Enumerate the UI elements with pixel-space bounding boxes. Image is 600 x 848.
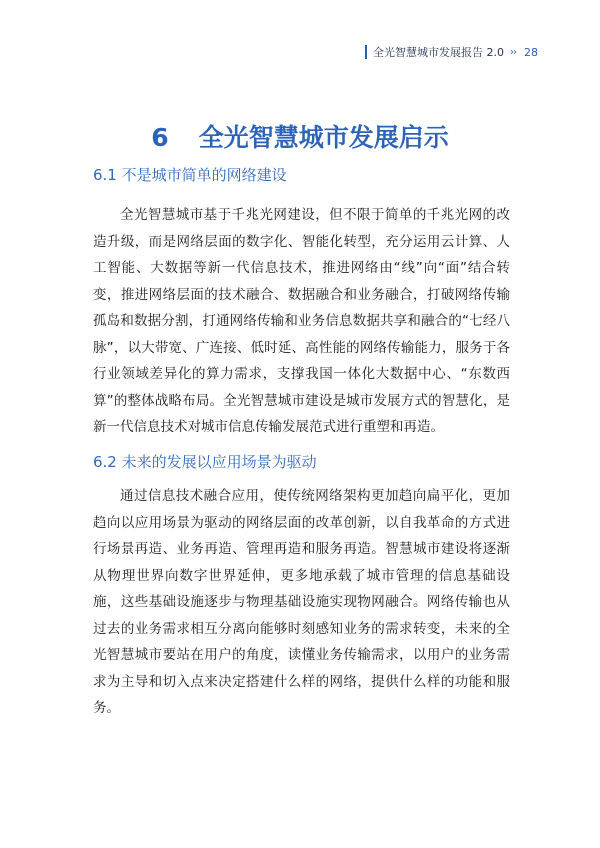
section-heading-6-1: 6.1 不是城市简单的网络建设 <box>93 166 287 184</box>
running-header <box>365 44 538 60</box>
header-report-title: 全光智慧城市发展报告 2.0 <box>373 46 504 59</box>
chevron-right-icon: ›› <box>510 46 516 58</box>
header-divider-bar <box>365 45 367 59</box>
section-heading-6-2: 6.2 未来的发展以应用场景为驱动 <box>93 453 317 471</box>
section-body-6-1: 全光智慧城市基于千兆光网建设，但不限于简单的千兆光网的改造升级，而是网络层面的数字化、智能化转型，充分运用云计算、人工智能、大数据等新一代信息技术，推进网络由“线”向“面”结合转变，推进网络层面的技术融合、数据融合和业务融合，打破网络传输孤岛和数据分割，打通网络传输和业务信息数据共享和融合的“七经八脉”，以大带宽、广连接、低时延、高性能的网络传输能力，服务于各行业领域差异化的算力需求，支撑我国一体化大数据中心、“东数西算”的整体战略布局。全光智慧城市建设是城市发展方式的智慧化，是新一代信息技术对城市信息传输发展范式进行重塑和再造。 <box>93 207 510 435</box>
chapter-title <box>0 118 600 154</box>
chapter-title-text: 全光智慧城市发展启示 <box>198 123 449 152</box>
section-body-6-2: 通过信息技术融合应用，使传统网络架构更加趋向扁平化，更加趋向以应用场景为驱动的网络层面的改革创新，以自我革命的方式进行场景再造、业务再造、管理再造和服务再造。智慧城市建设将逐渐从物理世界向数字世界延伸，更多地承载了城市管理的信息基础设施，这些基础设施逐步与物理基础设施实现物网融合。网络传输也从过去的业务需求相互分离向能够时刻感知业务的需求转变，未来的全光智慧城市要站在用户的角度，读懂业务传输需求，以用户的业务需求为主导和切入点来决定搭建什么样的网络，提供什么样的功能和服务。 <box>93 488 510 716</box>
page-number: 28 <box>524 45 538 59</box>
chapter-number: 6 <box>151 123 169 152</box>
